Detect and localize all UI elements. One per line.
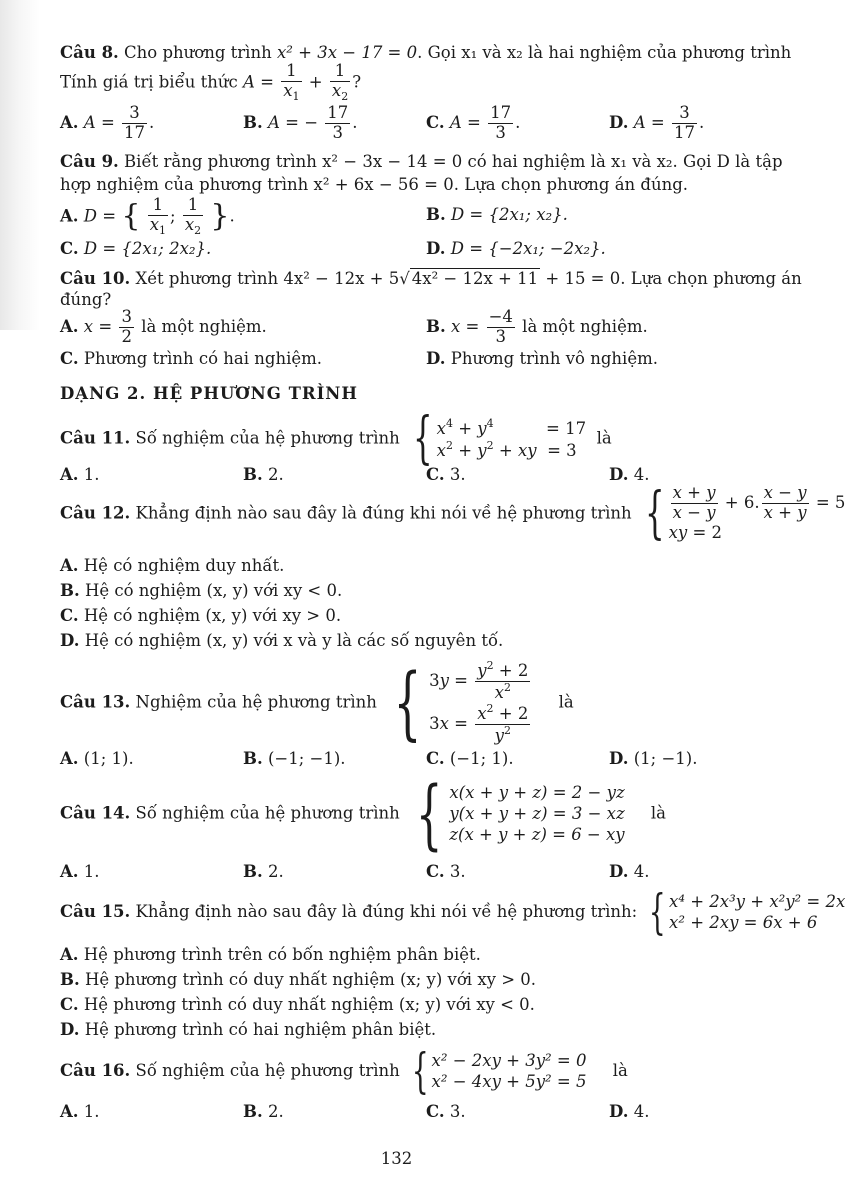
option-c: C. D = {2x₁; 2x₂}.	[60, 239, 212, 258]
option-d: D. 4.	[609, 862, 650, 881]
equation-system: x(x + y + z) = 2 − yz y(x + y + z) = 3 − xz z(x + y + z) = 6 − xy	[449, 783, 625, 844]
option-c: C. Hệ phương trình có duy nhất nghiệm (x; y) với xy < 0.	[60, 995, 535, 1014]
option-c: C. Hệ có nghiệm (x, y) với xy > 0.	[60, 606, 342, 625]
option-d: D. Hệ có nghiệm (x, y) với x và y là các số nguyên tố.	[60, 631, 504, 650]
option-d: D. A = $\frac{3}{17}$ .	[609, 103, 705, 142]
fraction: $\frac{1}{x_2}$	[331, 61, 349, 103]
question-10-line-2: đúng?	[60, 290, 112, 309]
option-a: A. D = { $\frac{1}{x_1}$ ; $\frac{1}{x_2}$ }.	[60, 195, 235, 237]
question-label: Câu 10.	[60, 269, 131, 288]
option-b: B. x = $\frac{-4}{3}$ là một nghiệm.	[426, 307, 648, 346]
question-text: + 15 = 0. Lựa chọn phương án	[545, 269, 802, 288]
radicand: 4x² − 12x + 11	[411, 269, 539, 288]
option-b: B. 2.	[243, 862, 284, 881]
question-10-line-1: Câu 10. Xét phương trình 4x² − 12x + 5√ 4x² − 12x + 11 + 15 = 0. Lựa chọn phương án	[60, 269, 802, 288]
option-b: B. 2.	[243, 465, 284, 484]
option-c: C. 3.	[426, 465, 466, 484]
option-b: B. 2.	[243, 1102, 284, 1121]
equation-system: x⁴ + 2x³y + x²y² = 2x x² + 2xy = 6x + 6	[669, 891, 845, 932]
section-heading: DẠNG 2. HỆ PHƯƠNG TRÌNH	[60, 384, 358, 403]
equation-system: $\frac{x + y}{x - y}$ + 6. $\frac{x - y}{x + y}$ = 5 xy = 2	[668, 483, 845, 542]
question-text: Cho phương trình	[124, 43, 272, 62]
option-d: D. 4.	[609, 1102, 650, 1121]
equation-system: 3y = $\frac{y^2 + 2}{x^2}$ 3x = $\frac{x^2 + 2}{y^2}$	[429, 659, 529, 745]
option-b: B. (−1; −1).	[243, 749, 346, 768]
equation-system: $x^4 + y^4$ = 17 $x^2 + y^2$ + xy = 3	[436, 416, 587, 461]
option-c: C. 3.	[426, 862, 466, 881]
question-16-line: Câu 16. Số nghiệm của hệ phương trình { x² − 2xy + 3y² = 0 x² − 4xy + 5y² = 5 là	[60, 1043, 628, 1099]
scan-shadow	[0, 0, 40, 330]
equation-system: x² − 2xy + 3y² = 0 x² − 4xy + 5y² = 5	[431, 1050, 587, 1091]
fraction: $\frac{1}{x_1}$	[283, 61, 300, 103]
option-a: A. x = $\frac{3}{2}$ là một nghiệm.	[60, 307, 267, 346]
option-a: A. Hệ có nghiệm duy nhất.	[60, 556, 285, 575]
option-a: A. Hệ phương trình trên có bốn nghiệm phân biệt.	[60, 945, 481, 964]
option-d: D. 4.	[609, 465, 650, 484]
question-text: Biết rằng phương trình x² − 3x − 14 = 0 có hai nghiệm là x₁ và x₂. Gọi D là tập	[124, 152, 783, 171]
question-text: Tính giá trị biểu thức	[60, 72, 238, 92]
option-c: C. Phương trình có hai nghiệm.	[60, 349, 323, 368]
option-d: D. D = {−2x₁; −2x₂}.	[426, 239, 606, 258]
option-a: A. 1.	[60, 1102, 100, 1121]
question-13-line: Câu 13. Nghiệm của hệ phương trình { 3y = $\frac{y^2 + 2}{x^2}$ 3x = $\frac{x^2 + 2}{y^2}$ là	[60, 655, 574, 749]
question-12-line: Câu 12. Khẳng định nào sau đây là đúng khi nói về hệ phương trình { $\frac{x + y}{x - y}$ + 6. $\frac{x - y}{x + y}$ = 5 xy = 2	[60, 480, 845, 546]
question-text: hợp nghiệm của phương trình x² + 6x − 56 = 0. Lựa chọn phương án đúng.	[60, 175, 689, 194]
question-9-line-1	[60, 153, 783, 172]
option-d: D. Hệ phương trình có hai nghiệm phân biệt.	[60, 1020, 437, 1039]
option-a: A. 1.	[60, 465, 100, 484]
option-d: D. (1; −1).	[609, 749, 698, 768]
question-9-line-2	[60, 176, 688, 195]
question-text: Xét phương trình 4x² − 12x + 5	[135, 269, 400, 288]
option-d: D. Phương trình vô nghiệm.	[426, 349, 658, 368]
question-text: . Gọi x₁ và x₂ là hai nghiệm của phương trình	[417, 43, 792, 62]
question-11-line: Câu 11. Số nghiệm của hệ phương trình { $x^4 + y^4$ = 17 $x^2 + y^2$ + xy = 3 là	[60, 406, 612, 471]
page-number: 132	[380, 1149, 413, 1168]
option-a: A. A = $\frac{3}{17}$ .	[60, 103, 155, 142]
option-c: C. 3.	[426, 1102, 466, 1121]
equation: x² + 3x − 17 = 0	[276, 43, 418, 62]
option-a: A. (1; 1).	[60, 749, 134, 768]
option-b: B. D = {2x₁; x₂}.	[426, 205, 568, 224]
question-label: Câu 9.	[60, 152, 119, 171]
option-b: B. A = − $\frac{17}{3}$ .	[243, 103, 358, 142]
question-14-line: Câu 14. Số nghiệm của hệ phương trình { x(x + y + z) = 2 − yz y(x + y + z) = 3 − xz z(x + y + z) = 6 − xy là	[60, 769, 666, 858]
question-label: Câu 8.	[60, 43, 119, 62]
question-8-line-1	[60, 44, 791, 63]
option-c: C. A = $\frac{17}{3}$ .	[426, 103, 521, 142]
option-b: B. Hệ phương trình có duy nhất nghiệm (x; y) với xy > 0.	[60, 970, 537, 989]
option-b: B. Hệ có nghiệm (x, y) với xy < 0.	[60, 581, 343, 600]
question-15-line: Câu 15. Khẳng định nào sau đây là đúng khi nói về hệ phương trình: { x⁴ + 2x³y + x²y² = 2x x² + 2xy = 6x + 6	[60, 884, 845, 940]
option-a: A. 1.	[60, 862, 100, 881]
question-8-line-2: Tính giá trị biểu thức A = $\frac{1}{x_1}$ + $\frac{1}{x_2}$ ?	[60, 61, 362, 103]
option-c: C. (−1; 1).	[426, 749, 514, 768]
